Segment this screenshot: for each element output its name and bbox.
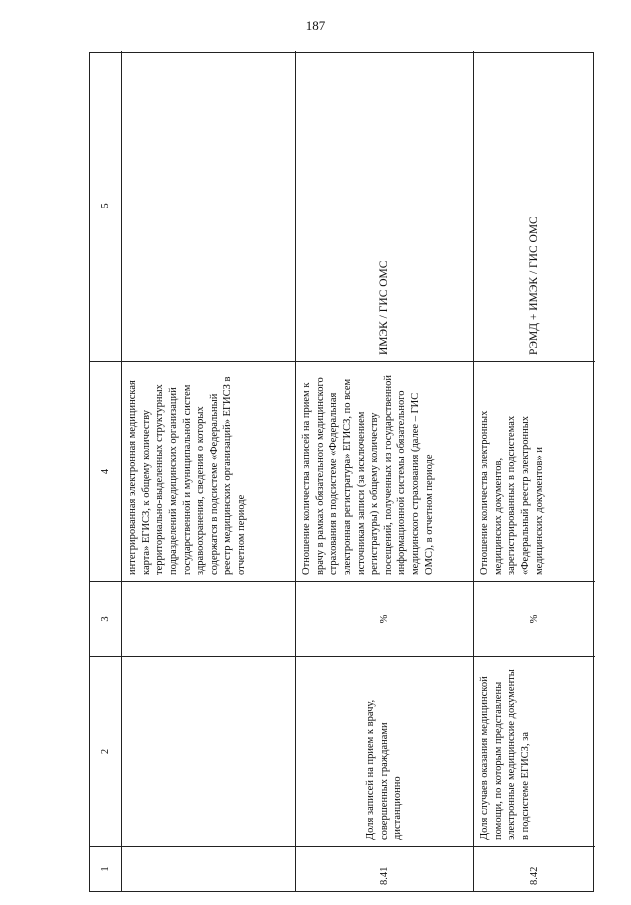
table-row: [474, 51, 595, 891]
header-col-2: 2: [90, 656, 121, 846]
indicator-name: [122, 656, 295, 846]
data-source: [296, 51, 473, 361]
indicator-name-text: Доля записей на прием к врачу, совершенных гражданами дистанционно: [365, 699, 404, 840]
header-col-1: 1: [90, 846, 121, 891]
row-number: [296, 846, 473, 891]
row-number-text: 8.41: [378, 866, 390, 885]
row-number: [474, 846, 595, 891]
table-container: [89, 52, 594, 892]
row-number-text: 8.42: [528, 866, 540, 885]
unit-text: %: [528, 614, 540, 624]
table-row: [296, 51, 474, 891]
header-col-3: 3: [90, 581, 121, 656]
calculation-method: Отношение количества записей на прием к врачу в рамках обязательного медицинского страхования в подсистеме «Федеральная электронная регистратура» ЕГИСЗ, по всем источникам записи (за исключением регистратуры) к общему количеству посещений, полученных из государственной информационной системы обязательного медицинского страхования (далее – ГИС ОМС), в отчетном периоде: [296, 361, 473, 581]
indicator-name: Доля случаев оказания медицинской помощи, по которым представлены электронные медицинские документы в подсистеме ЕГИСЗ, за: [474, 656, 595, 846]
table-header-row: [90, 51, 122, 891]
row-number: [122, 846, 295, 891]
header-col-4: 4: [90, 361, 121, 581]
data-source-text: ИМЭК / ГИС ОМС: [378, 260, 391, 355]
calculation-method: интегрированная электронная медицинская карта» ЕГИСЗ, к общему количеству территориально-выделенных структурных подразделений медицинских организаций государственной и муниципальной систем здравоохранения, сведения о которых содержатся в подсистеме «Федеральный реестр медицинских организаций» ЕГИСЗ в отчетном периоде: [122, 361, 295, 581]
data-source: [122, 51, 295, 361]
data-source: [474, 51, 595, 361]
calculation-method: Отношение количества электронных медицинских документов, зарегистрированных в подсистемах «Федеральный реестр электронных медицинских документов» и: [474, 361, 595, 581]
table-row: [122, 51, 296, 891]
header-col-5: 5: [99, 203, 111, 209]
indicator-name: [296, 656, 473, 846]
unit: [122, 581, 295, 656]
indicator-table: [89, 52, 594, 892]
unit-text: %: [378, 614, 390, 624]
unit: [474, 581, 595, 656]
data-source-text: РЭМД + ИМЭК / ГИС ОМС: [528, 216, 541, 355]
unit: [296, 581, 473, 656]
page-number: 187: [305, 18, 326, 33]
